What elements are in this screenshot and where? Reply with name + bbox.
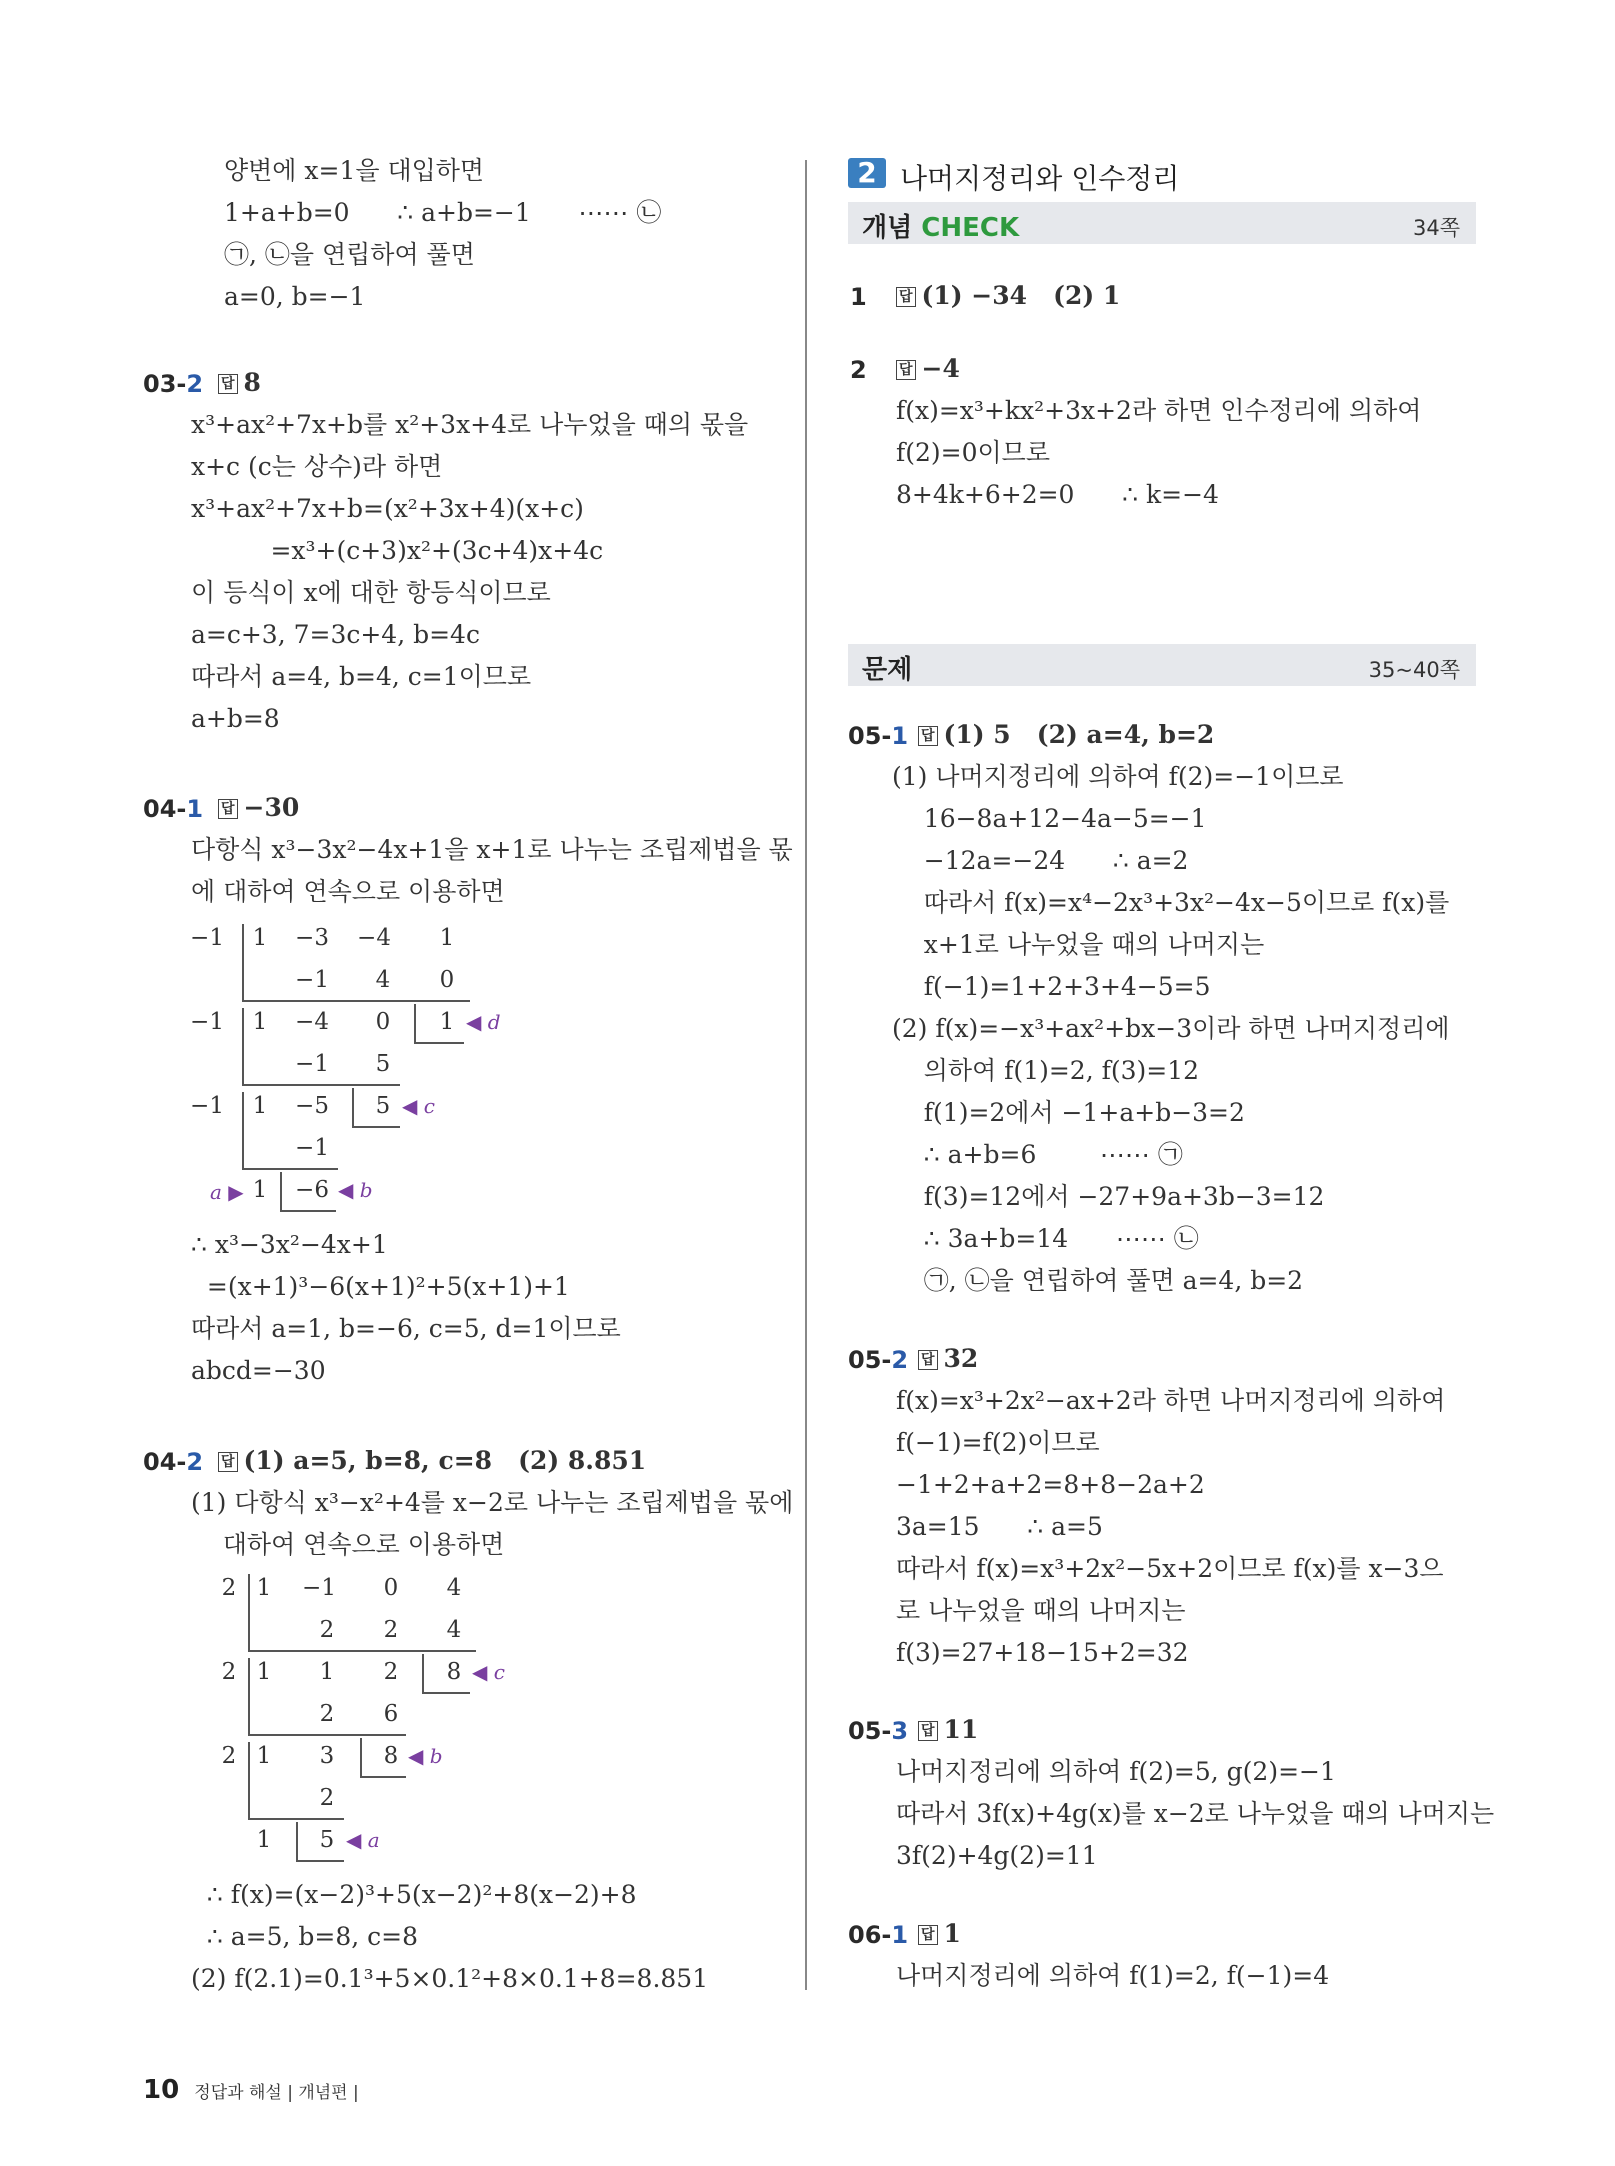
banner-page-ref: 34쪽 <box>1412 216 1460 240</box>
check-number-1: 1 <box>850 283 867 311</box>
marker-b: ◀ b <box>338 1178 373 1202</box>
answer-check-1: 답 (1) −34 (2) 1 <box>896 281 1120 311</box>
text-line: 이 등식이 x에 대한 항등식이므로 <box>191 578 551 607</box>
marker-a: a ▶ <box>210 1180 244 1204</box>
problem-number-03-2: 03-2 <box>143 370 204 398</box>
table-cell: −1 <box>295 1135 329 1161</box>
table-rule <box>422 1654 424 1692</box>
divisor: −1 <box>190 925 224 951</box>
banner-title: 문제 <box>862 655 913 685</box>
table-cell: −5 <box>295 1093 329 1119</box>
text-line: 1+a+b=0 ∴ a+b=−1 ⋯⋯ ㉡ <box>224 198 662 227</box>
answer-label: 답 <box>218 799 238 819</box>
text-line: 따라서 a=4, b=4, c=1이므로 <box>191 662 532 691</box>
text-line: 나머지정리에 의하여 f(2)=5, g(2)=−1 <box>896 1757 1336 1786</box>
text-line: f(2)=0이므로 <box>896 438 1050 467</box>
text-line: f(3)=27+18−15+2=32 <box>896 1638 1189 1667</box>
table-cell: 1 <box>252 1093 268 1119</box>
answer-label: 답 <box>218 374 238 394</box>
table-cell: −1 <box>295 1051 329 1077</box>
table-cell: 2 <box>319 1617 335 1643</box>
table-rule <box>422 1692 470 1694</box>
column-divider <box>805 160 807 1990</box>
text-line: ㉠, ㉡을 연립하여 풀면 a=4, b=2 <box>892 1266 1304 1295</box>
text-line: 따라서 f(x)=x³+2x²−5x+2이므로 f(x)를 x−3으 <box>896 1554 1444 1583</box>
text-line: ∴ 3a+b=14 ⋯⋯ ㉡ <box>892 1224 1199 1253</box>
section-title: 나머지정리와 인수정리 <box>900 162 1180 195</box>
table-rule <box>242 924 244 1000</box>
table-rule <box>242 1168 338 1170</box>
table-cell: −3 <box>295 925 329 951</box>
table-rule <box>242 1000 470 1002</box>
text-line: ∴ x³−3x²−4x+1 <box>191 1230 388 1259</box>
answer-label: 답 <box>918 1721 938 1741</box>
table-cell: −6 <box>295 1177 329 1203</box>
banner-title: 개념 CHECK <box>862 213 1020 243</box>
text-line: ∴ a+b=6 ⋯⋯ ㉠ <box>892 1140 1183 1169</box>
table-cell: 1 <box>252 1177 268 1203</box>
marker-d: ◀ d <box>466 1010 501 1034</box>
text-line: −1+2+a+2=8+8−2a+2 <box>896 1470 1205 1499</box>
text-line: 3a=15 ∴ a=5 <box>896 1512 1103 1541</box>
text-line: 다항식 x³−3x²−4x+1을 x+1로 나누는 조립제법을 몫 <box>191 835 793 864</box>
table-cell: 1 <box>252 1009 268 1035</box>
table-rule <box>360 1738 362 1776</box>
table-cell: −1 <box>302 1575 336 1601</box>
problem-number-05-2: 05-2 <box>848 1346 909 1374</box>
text-line: f(x)=x³+2x²−ax+2라 하면 나머지정리에 의하여 <box>896 1386 1446 1415</box>
text-line: f(−1)=f(2)이므로 <box>896 1428 1100 1457</box>
problem-number-04-2: 04-2 <box>143 1448 204 1476</box>
text-line: f(−1)=1+2+3+4−5=5 <box>892 972 1211 1001</box>
check-number-2: 2 <box>850 356 867 384</box>
problem-number-04-1: 04-1 <box>143 795 204 823</box>
text-line: f(3)=12에서 −27+9a+3b−3=12 <box>892 1182 1325 1211</box>
table-cell: 4 <box>375 967 391 993</box>
text-line: 따라서 3f(x)+4g(x)를 x−2로 나누었을 때의 나머지는 <box>896 1799 1495 1828</box>
table-cell: −1 <box>295 967 329 993</box>
table-rule <box>280 1210 336 1212</box>
table-cell: 2 <box>319 1785 335 1811</box>
text-line: 에 대하여 연속으로 이용하면 <box>191 877 505 906</box>
text-line: 의하여 f(1)=2, f(3)=12 <box>892 1056 1200 1085</box>
table-cell: 1 <box>319 1659 335 1685</box>
divisor: 2 <box>221 1743 237 1769</box>
table-rule <box>248 1742 250 1818</box>
text-line: x³+ax²+7x+b=(x²+3x+4)(x+c) <box>191 494 584 523</box>
table-cell: 1 <box>252 925 268 951</box>
text-line: a=c+3, 7=3c+4, b=4c <box>191 620 480 649</box>
table-cell: 1 <box>256 1575 272 1601</box>
table-cell: −4 <box>357 925 391 951</box>
text-line: 8+4k+6+2=0 ∴ k=−4 <box>896 480 1219 509</box>
answer-05-1: 답 (1) 5 (2) a=4, b=2 <box>918 720 1214 750</box>
answer-label: 답 <box>896 360 916 380</box>
marker-c: ◀ c <box>472 1660 505 1684</box>
table-cell: 2 <box>383 1659 399 1685</box>
answer-label: 답 <box>918 726 938 746</box>
table-cell: 0 <box>383 1575 399 1601</box>
table-cell: 1 <box>439 1009 455 1035</box>
text-line: ㉠, ㉡을 연립하여 풀면 <box>224 240 475 269</box>
table-rule <box>296 1822 298 1860</box>
divisor: −1 <box>190 1009 224 1035</box>
table-rule <box>248 1650 476 1652</box>
table-rule <box>296 1860 344 1862</box>
table-rule <box>414 1042 464 1044</box>
table-rule <box>352 1088 354 1126</box>
text-line: 로 나누었을 때의 나머지는 <box>896 1596 1186 1625</box>
text-line: ∴ f(x)=(x−2)³+5(x−2)²+8(x−2)+8 <box>191 1880 637 1909</box>
banner-page-ref: 35~40쪽 <box>1368 658 1460 682</box>
footer-text: 정답과 해설 | 개념편 | <box>194 2083 359 2103</box>
table-rule <box>242 1092 244 1168</box>
answer-check-2: 답 −4 <box>896 354 960 384</box>
answer-04-2: 답 (1) a=5, b=8, c=8 (2) 8.851 <box>218 1446 646 1476</box>
text-line: x³+ax²+7x+b를 x²+3x+4로 나누었을 때의 몫을 <box>191 410 749 439</box>
answer-label: 답 <box>896 287 916 307</box>
text-line: 따라서 a=1, b=−6, c=5, d=1이므로 <box>191 1314 621 1343</box>
table-rule <box>248 1734 406 1736</box>
answer-label: 답 <box>218 1452 238 1472</box>
page-footer <box>143 2075 359 2105</box>
table-cell: 1 <box>256 1659 272 1685</box>
table-cell: 8 <box>446 1659 462 1685</box>
table-cell: 5 <box>375 1051 391 1077</box>
answer-label: 답 <box>918 1350 938 1370</box>
table-cell: 8 <box>383 1743 399 1769</box>
table-cell: 0 <box>375 1009 391 1035</box>
text-line: (2) f(2.1)=0.1³+5×0.1²+8×0.1+8=8.851 <box>191 1964 709 1993</box>
table-cell: 3 <box>319 1743 335 1769</box>
text-line: x+c (c는 상수)라 하면 <box>191 452 443 481</box>
table-cell: 0 <box>439 967 455 993</box>
table-rule <box>280 1172 282 1210</box>
table-cell: 2 <box>383 1617 399 1643</box>
answer-04-1: 답 −30 <box>218 793 299 823</box>
text-line: f(1)=2에서 −1+a+b−3=2 <box>892 1098 1245 1127</box>
table-rule <box>360 1776 406 1778</box>
text-line: a+b=8 <box>191 704 280 733</box>
text-line: 따라서 f(x)=x⁴−2x³+3x²−4x−5이므로 f(x)를 <box>892 888 1450 917</box>
table-cell: 4 <box>446 1575 462 1601</box>
table-rule <box>352 1126 400 1128</box>
problem-number-05-1: 05-1 <box>848 722 909 750</box>
concept-check-banner <box>848 202 1476 244</box>
text-line: 나머지정리에 의하여 f(1)=2, f(−1)=4 <box>896 1961 1330 1990</box>
text-line: x+1로 나누었을 때의 나머지는 <box>892 930 1265 959</box>
text-line: a=0, b=−1 <box>224 282 366 311</box>
marker-b: ◀ b <box>408 1744 443 1768</box>
table-cell: 5 <box>375 1093 391 1119</box>
text-line: (1) 나머지정리에 의하여 f(2)=−1이므로 <box>892 762 1344 791</box>
page-number: 10 <box>143 2075 180 2105</box>
table-rule <box>248 1658 250 1734</box>
divisor: −1 <box>190 1093 224 1119</box>
problem-number-05-3: 05-3 <box>848 1717 909 1745</box>
answer-05-2: 답 32 <box>918 1344 978 1374</box>
text-line: 16−8a+12−4a−5=−1 <box>892 804 1207 833</box>
text-line: 양변에 x=1을 대입하면 <box>224 156 485 185</box>
text-line: (2) f(x)=−x³+ax²+bx−3이라 하면 나머지정리에 <box>892 1014 1450 1043</box>
table-cell: 2 <box>319 1701 335 1727</box>
text-line: =x³+(c+3)x²+(3c+4)x+4c <box>191 536 604 565</box>
table-cell: 1 <box>439 925 455 951</box>
table-rule <box>248 1818 344 1820</box>
table-rule <box>242 1008 244 1084</box>
problem-banner <box>848 644 1476 686</box>
table-cell: 1 <box>256 1827 272 1853</box>
table-rule <box>242 1084 400 1086</box>
table-cell: 6 <box>383 1701 399 1727</box>
answer-05-3: 답 11 <box>918 1715 978 1745</box>
text-line: 대하여 연속으로 이용하면 <box>191 1530 505 1559</box>
answer-06-1: 답 1 <box>918 1919 961 1949</box>
text-line: 3f(2)+4g(2)=11 <box>896 1841 1098 1870</box>
table-cell: −4 <box>295 1009 329 1035</box>
marker-a: ◀ a <box>346 1828 380 1852</box>
text-line: abcd=−30 <box>191 1356 326 1385</box>
table-rule <box>248 1574 250 1650</box>
answer-label: 답 <box>918 1925 938 1945</box>
table-cell: 1 <box>256 1743 272 1769</box>
text-line: (1) 다항식 x³−x²+4를 x−2로 나누는 조립제법을 몫에 <box>191 1488 794 1517</box>
table-cell: 4 <box>446 1617 462 1643</box>
text-line: ∴ a=5, b=8, c=8 <box>191 1922 419 1951</box>
answer-03-2: 답 8 <box>218 368 261 398</box>
divisor: 2 <box>221 1659 237 1685</box>
marker-c: ◀ c <box>402 1094 435 1118</box>
text-line: f(x)=x³+kx²+3x+2라 하면 인수정리에 의하여 <box>896 396 1422 425</box>
text-line: =(x+1)³−6(x+1)²+5(x+1)+1 <box>191 1272 570 1301</box>
table-cell: 5 <box>319 1827 335 1853</box>
divisor: 2 <box>221 1575 237 1601</box>
section-number-badge: 2 <box>848 158 886 188</box>
text-line: −12a=−24 ∴ a=2 <box>892 846 1189 875</box>
problem-number-06-1: 06-1 <box>848 1921 909 1949</box>
table-rule <box>414 1004 416 1042</box>
